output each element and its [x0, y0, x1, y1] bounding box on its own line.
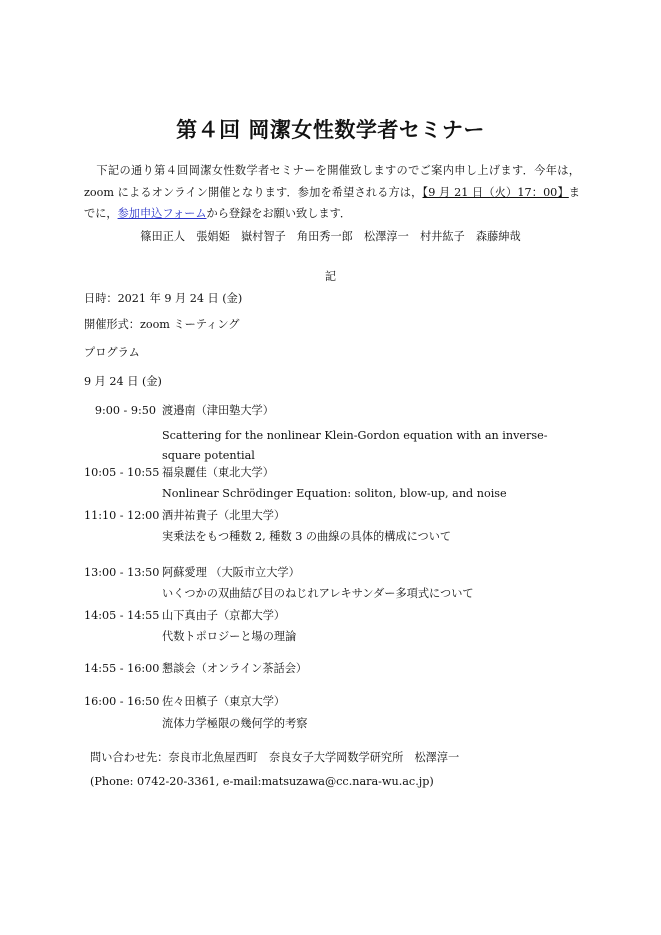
schedule-title: 代数トポロジーと場の理論: [162, 630, 297, 643]
contact-address: 問い合わせ先：奈良市北魚屋西町 奈良女子大学岡数学研究所 松澤淳一: [90, 751, 460, 764]
schedule-title-row: [84, 426, 584, 466]
schedule-time: 10:05 - 10:55: [84, 465, 160, 479]
schedule-title-row: [84, 487, 584, 509]
contact-phone-email: (Phone: 0742-20-3361, e-mail:matsuzawa@cc.nara-wu.ac.jp): [90, 775, 434, 788]
schedule-row: [84, 404, 584, 426]
schedule-row: [84, 509, 584, 531]
schedule-speaker: 懇談会（オンライン茶話会）: [162, 661, 308, 675]
schedule-time: 13:00 - 13:50: [84, 565, 160, 579]
schedule-time: 11:10 - 12:00: [84, 508, 160, 522]
schedule-title-row: [84, 587, 584, 609]
schedule-speaker: 福泉麗佳（東北大学）: [162, 465, 274, 479]
event-format: 開催形式：zoom ミーティング: [84, 318, 240, 331]
program-date: 9 月 24 日 (金): [84, 375, 162, 388]
page-title: 第４回 岡潔女性数学者セミナー: [176, 118, 485, 142]
organizer-list: 篠田正人 張娟姫 嶽村智子 角田秀一郎 松澤淳一 村井紘子 森藤紳哉: [140, 230, 521, 243]
schedule-speaker: 渡邉南（津田塾大学）: [162, 404, 274, 417]
schedule-row: [84, 566, 584, 588]
schedule-time: 14:55 - 16:00: [84, 661, 160, 675]
schedule-title-row: [84, 717, 584, 739]
schedule-title: 実乗法をもつ種数 2, 種数 3 の曲線の具体的構成について: [162, 530, 452, 543]
schedule-time: 9:00 - 9:50: [94, 404, 156, 417]
schedule-title: 流体力学極限の幾何学的考察: [162, 716, 308, 730]
schedule-title: いくつかの双曲結び目のねじれアレキサンダー多項式について: [162, 587, 474, 600]
schedule-row: [84, 609, 584, 631]
schedule-title-row: [84, 530, 584, 552]
schedule-time: 14:05 - 14:55: [84, 608, 160, 622]
intro-text-mid: までに，: [84, 185, 580, 220]
intro-text: 下記の通り第４回岡潔女性数学者セミナーを開催致しますのでご案内申し上げます．今年は，zoom によるオンライン開催となります．参加を希望される方は，: [84, 164, 580, 199]
schedule-title-row: [84, 630, 584, 652]
intro-paragraph: [84, 160, 580, 225]
schedule-speaker: 酒井祐貴子（北里大学）: [162, 508, 286, 522]
schedule-time: 16:00 - 16:50: [84, 695, 160, 708]
schedule-row: [84, 662, 584, 684]
schedule-speaker: 佐々田槙子（東京大学）: [162, 695, 286, 708]
registration-form-link[interactable]: 参加申込フォーム: [117, 207, 207, 220]
schedule: [84, 404, 584, 738]
program-heading: プログラム: [84, 346, 140, 359]
schedule-row: [84, 695, 584, 717]
schedule-speaker: 阿蘇愛理 （大阪市立大学）: [162, 565, 300, 579]
schedule-speaker: 山下真由子（京都大学）: [162, 608, 286, 622]
schedule-title: Nonlinear Schrödinger Equation: soliton, blow-up, and noise: [162, 487, 507, 500]
ki-marker: 記: [324, 270, 337, 283]
event-date: 日時：2021 年 9 月 24 日 (金): [84, 292, 243, 305]
intro-text-end: から登録をお願い致します．: [206, 207, 352, 220]
schedule-row: [84, 466, 584, 488]
schedule-title: Scattering for the nonlinear Klein-Gordon equation with an inverse-square potential: [162, 428, 548, 462]
registration-deadline: 【9 月 21 日（火）17：00】: [422, 185, 569, 199]
